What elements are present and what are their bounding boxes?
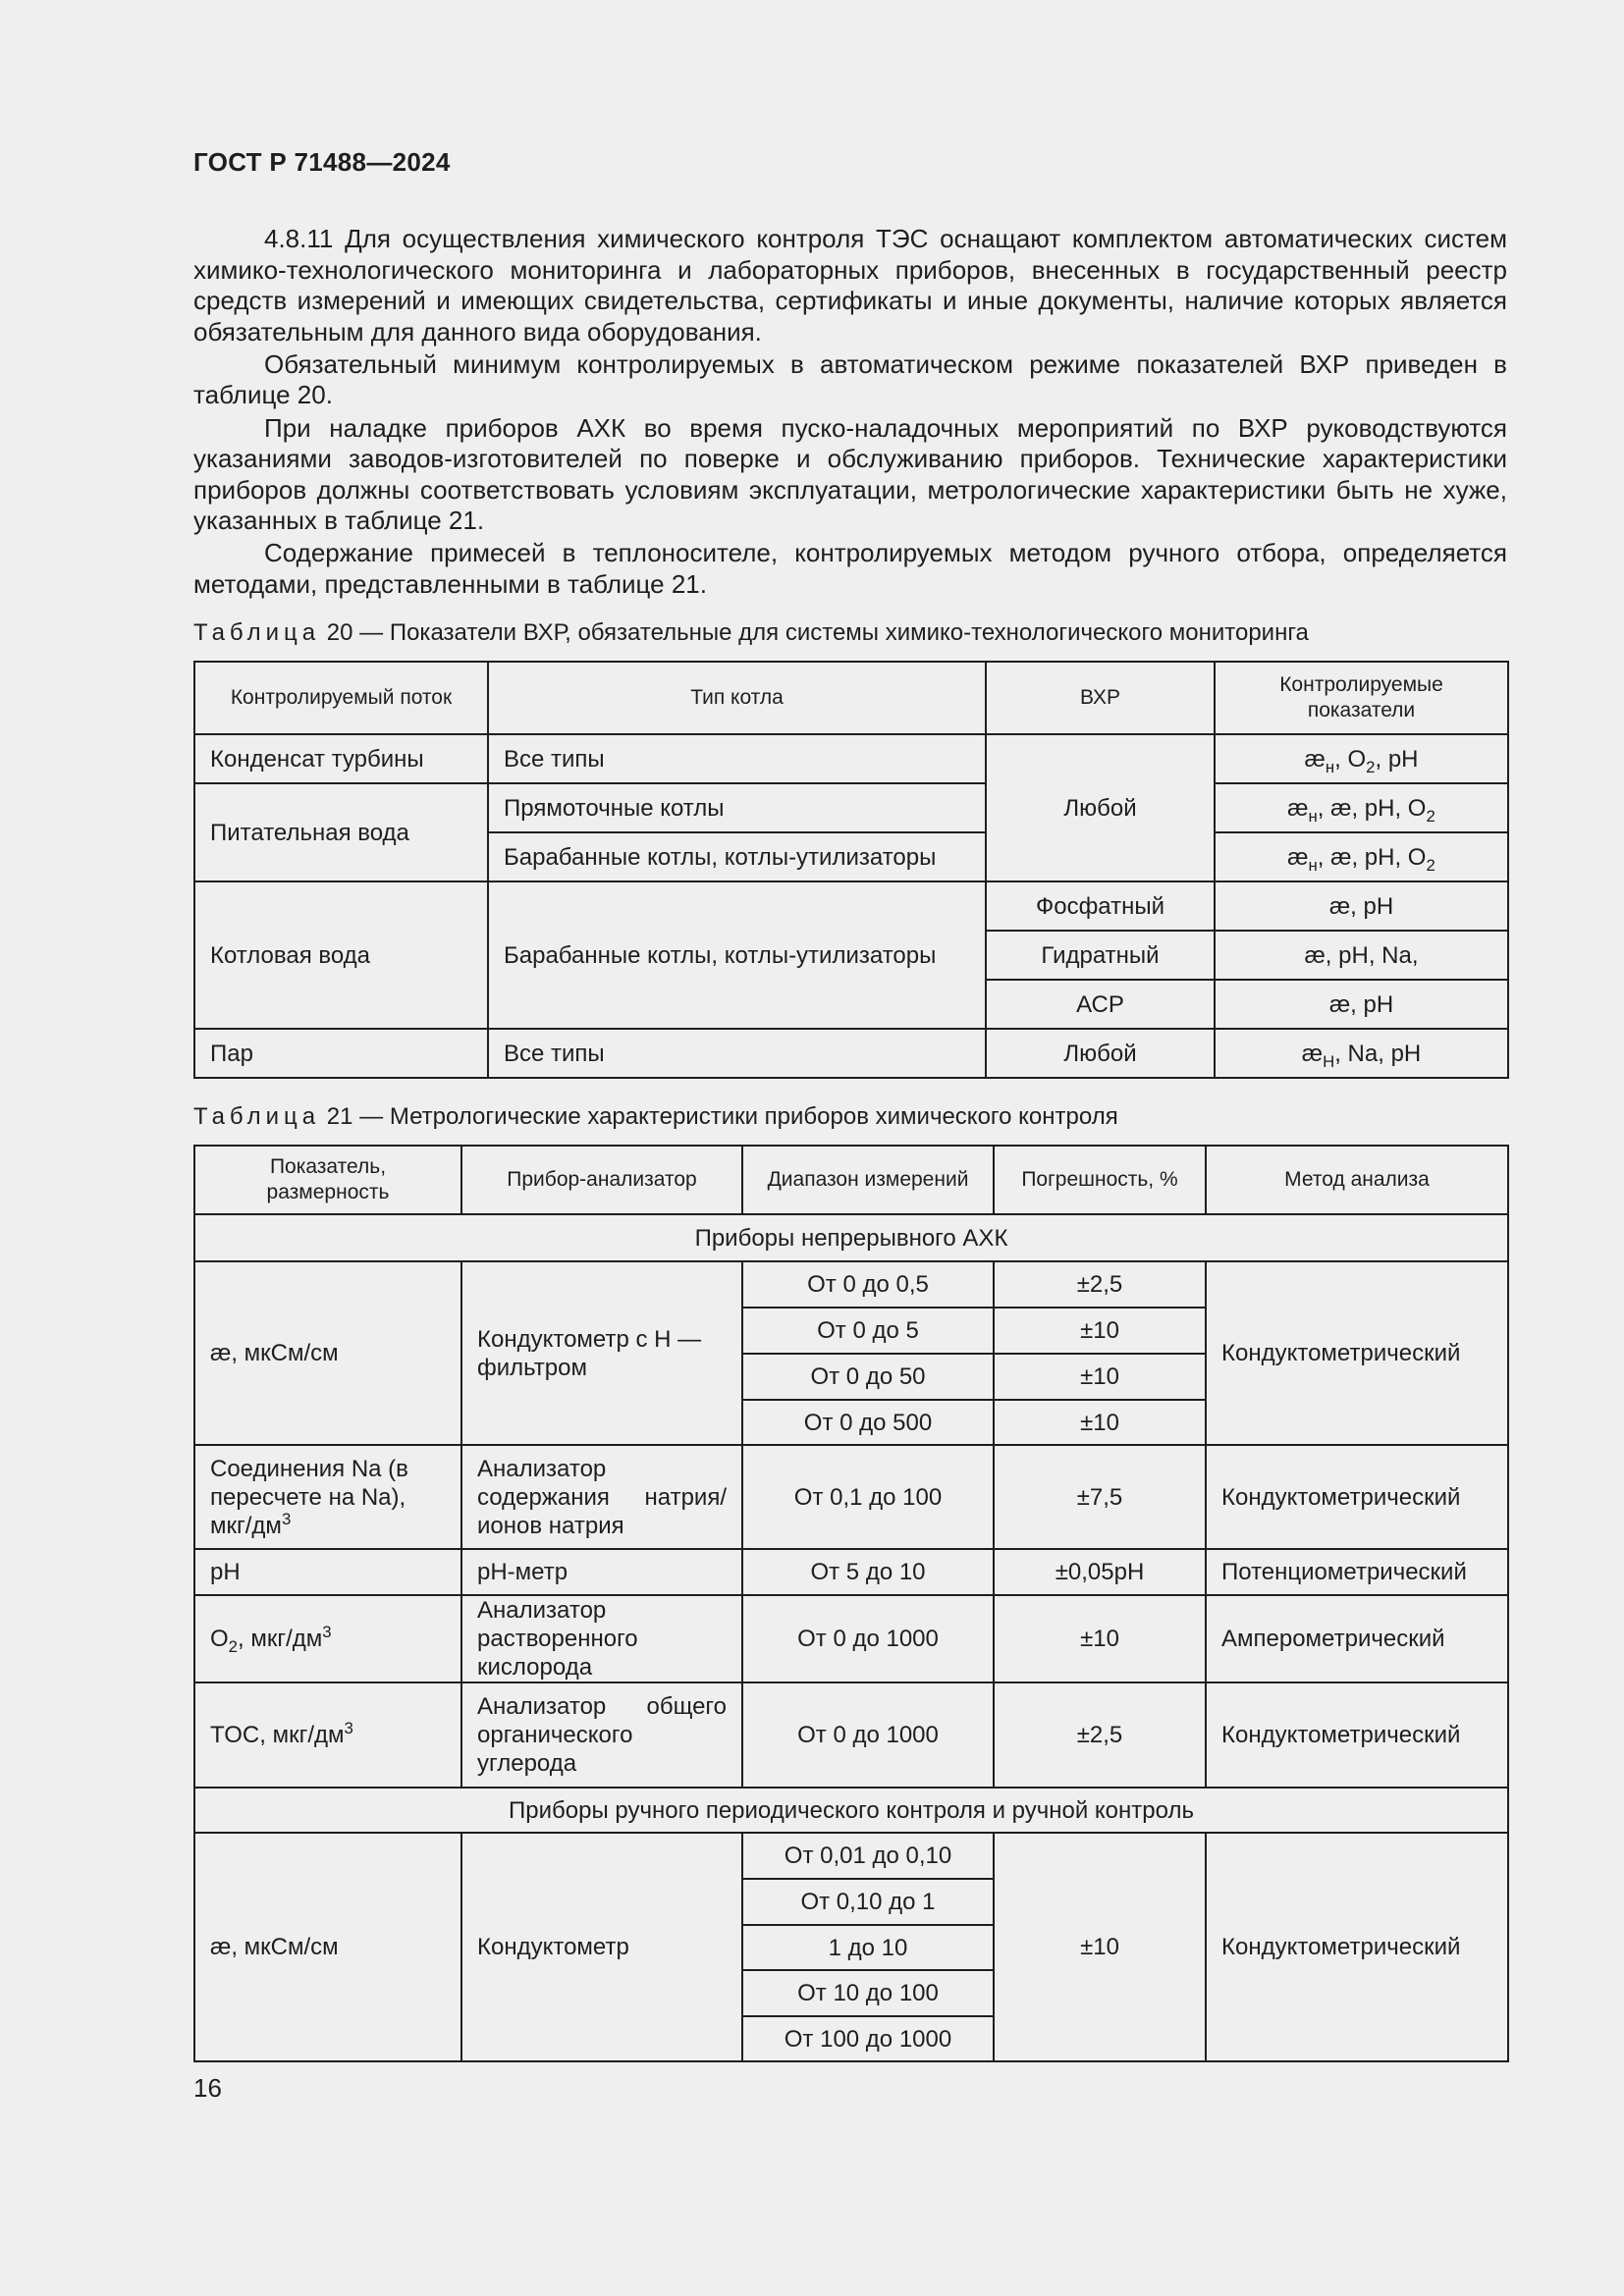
- table-cell: æ, pH: [1215, 881, 1508, 931]
- table-cell: Анализатор общего органического углерода: [461, 1682, 742, 1788]
- table-cell: $æ_H$, Na, pH: [1215, 1029, 1508, 1078]
- table-cell: Соединения Na (в пересчете на Na), мкг/$дм^3$: [194, 1445, 461, 1549]
- table-cell: $O_2$, мкг/$дм^3$: [194, 1595, 461, 1682]
- table-cell: От 0 до 1000: [742, 1595, 994, 1682]
- table-cell: ±10: [994, 1354, 1206, 1400]
- document-header: ГОСТ Р 71488—2024: [193, 147, 451, 177]
- table-cell: Любой: [986, 734, 1215, 881]
- table-cell: Гидратный: [986, 931, 1215, 980]
- caption-text: 20 — Показатели ВХР, обязательные для системы химико-технологического мониторинга: [326, 619, 1309, 646]
- table-21: [193, 1145, 1509, 2062]
- table-row: [194, 734, 1508, 783]
- column-header: Погрешность, %: [994, 1146, 1206, 1214]
- table-cell: От 0 до 500: [742, 1400, 994, 1445]
- table-cell: Анализатор растворенного кислорода: [461, 1595, 742, 1682]
- table-row: [194, 1261, 1508, 1308]
- table-cell: Все типы: [488, 734, 986, 783]
- table-cell: Кондуктометр с Н — фильтром: [461, 1261, 742, 1445]
- table-cell: От 0,1 до 100: [742, 1445, 994, 1549]
- table-cell: От 0 до 0,5: [742, 1261, 994, 1308]
- table-cell: Кондуктометр: [461, 1833, 742, 2061]
- table-cell: ±2,5: [994, 1261, 1206, 1308]
- table-cell: Фосфатный: [986, 881, 1215, 931]
- table-cell: ±2,5: [994, 1682, 1206, 1788]
- table-21-caption: [193, 1103, 1118, 1131]
- table-20: [193, 661, 1509, 1079]
- table-cell: Барабанные котлы, котлы-утилизаторы: [488, 832, 986, 881]
- table-cell: Пар: [194, 1029, 488, 1078]
- table-cell: От 0 до 1000: [742, 1682, 994, 1788]
- table-cell: 1 до 10: [742, 1925, 994, 1970]
- table-cell: pH: [194, 1549, 461, 1595]
- column-header: Метод анализа: [1206, 1146, 1508, 1214]
- section-title: Приборы непрерывного АХК: [194, 1214, 1508, 1261]
- table-row: [194, 1445, 1508, 1549]
- table-row: [194, 1682, 1508, 1788]
- table-row: [194, 1549, 1508, 1595]
- table-cell: ±10: [994, 1833, 1206, 2061]
- table-cell: Анализатор содержания натрия/ионов натрия: [461, 1445, 742, 1549]
- table-cell: Котловая вода: [194, 881, 488, 1029]
- table-cell: æ, pH, Na,: [1215, 931, 1508, 980]
- table-row: [194, 783, 1508, 832]
- paragraph: Содержание примесей в теплоносителе, контролируемых методом ручного отбора, определяется методами, представленными в таблице 21.: [193, 538, 1507, 600]
- table-cell: От 0,10 до 1: [742, 1879, 994, 1925]
- page-number: 16: [193, 2073, 222, 2103]
- table-cell: Конденсат турбины: [194, 734, 488, 783]
- table-cell: Кондуктометрический: [1206, 1833, 1508, 2061]
- column-header: Контролируемые показатели: [1215, 662, 1508, 734]
- table-cell: ±10: [994, 1400, 1206, 1445]
- section-row: [194, 1214, 1508, 1261]
- table-cell: Питательная вода: [194, 783, 488, 881]
- table-cell: От 0 до 50: [742, 1354, 994, 1400]
- column-header: Контролируемый поток: [194, 662, 488, 734]
- table-cell: TOC, мкг/$дм^3$: [194, 1682, 461, 1788]
- table-word: Таблица: [193, 619, 321, 646]
- table-cell: Кондуктометрический: [1206, 1445, 1508, 1549]
- table-cell: $æ_н$, æ, pH, $O_2$: [1215, 783, 1508, 832]
- column-header: Диапазон измерений: [742, 1146, 994, 1214]
- paragraph: Обязательный минимум контролируемых в автоматическом режиме показателей ВХР приведен в таблице 20.: [193, 348, 1507, 410]
- table-row: [194, 1029, 1508, 1078]
- paragraph-4-8-11: 4.8.11 Для осуществления химического контроля ТЭС оснащают комплектом автоматических систем химико-технологического мониторинга и лабораторных приборов, внесенных в государственный реестр средств измерений и имеющих свидетельства, сертификаты и иные документы, наличие которых является обязательным для данного вида оборудования.: [193, 224, 1507, 347]
- section-title: Приборы ручного периодического контроля и ручной контроль: [194, 1788, 1508, 1833]
- table-cell: ±0,05рН: [994, 1549, 1206, 1595]
- table-cell: рН-метр: [461, 1549, 742, 1595]
- table-cell: От 5 до 10: [742, 1549, 994, 1595]
- table-cell: ±7,5: [994, 1445, 1206, 1549]
- column-header: Показатель, размерность: [194, 1146, 461, 1214]
- section-row: [194, 1788, 1508, 1833]
- table-cell: Прямоточные котлы: [488, 783, 986, 832]
- body-text: [193, 224, 1507, 602]
- table-cell: Все типы: [488, 1029, 986, 1078]
- table-cell: Кондуктометрический: [1206, 1682, 1508, 1788]
- column-header: Тип котла: [488, 662, 986, 734]
- table-row: [194, 1595, 1508, 1682]
- table-20-caption: [193, 619, 1309, 647]
- caption-text: 21 — Метрологические характеристики приборов химического контроля: [326, 1103, 1118, 1130]
- table-cell: æ, мкСм/см: [194, 1261, 461, 1445]
- table-cell: Барабанные котлы, котлы-утилизаторы: [488, 881, 986, 1029]
- table-cell: От 0 до 5: [742, 1308, 994, 1354]
- table-cell: От 0,01 до 0,10: [742, 1833, 994, 1879]
- table-cell: АСР: [986, 980, 1215, 1029]
- column-header: ВХР: [986, 662, 1215, 734]
- table-row: [194, 1833, 1508, 1879]
- table-cell: æ, мкСм/см: [194, 1833, 461, 2061]
- table-word: Таблица: [193, 1103, 321, 1130]
- table-row: [194, 881, 1508, 931]
- table-header-row: [194, 1146, 1508, 1214]
- table-header-row: [194, 662, 1508, 734]
- table-cell: $æ_н$, æ, pH, $O_2$: [1215, 832, 1508, 881]
- column-header: Прибор-анализатор: [461, 1146, 742, 1214]
- table-cell: ±10: [994, 1308, 1206, 1354]
- table-cell: Любой: [986, 1029, 1215, 1078]
- table-cell: $æ_н$, $O_2$, pH: [1215, 734, 1508, 783]
- table-cell: Амперометрический: [1206, 1595, 1508, 1682]
- table-cell: æ, pH: [1215, 980, 1508, 1029]
- table-cell: ±10: [994, 1595, 1206, 1682]
- table-cell: Потенциометрический: [1206, 1549, 1508, 1595]
- table-cell: Кондуктометрический: [1206, 1261, 1508, 1445]
- table-cell: От 100 до 1000: [742, 2016, 994, 2061]
- paragraph: При наладке приборов АХК во время пуско-наладочных мероприятий по ВХР руководствуются указаниями заводов-изготовителей по поверке и обслуживанию приборов. Технические характеристики приборов должны соответствовать условиям эксплуатации, метрологические характеристики быть не хуже, указанных в таблице 21.: [193, 412, 1507, 536]
- table-cell: От 10 до 100: [742, 1970, 994, 2016]
